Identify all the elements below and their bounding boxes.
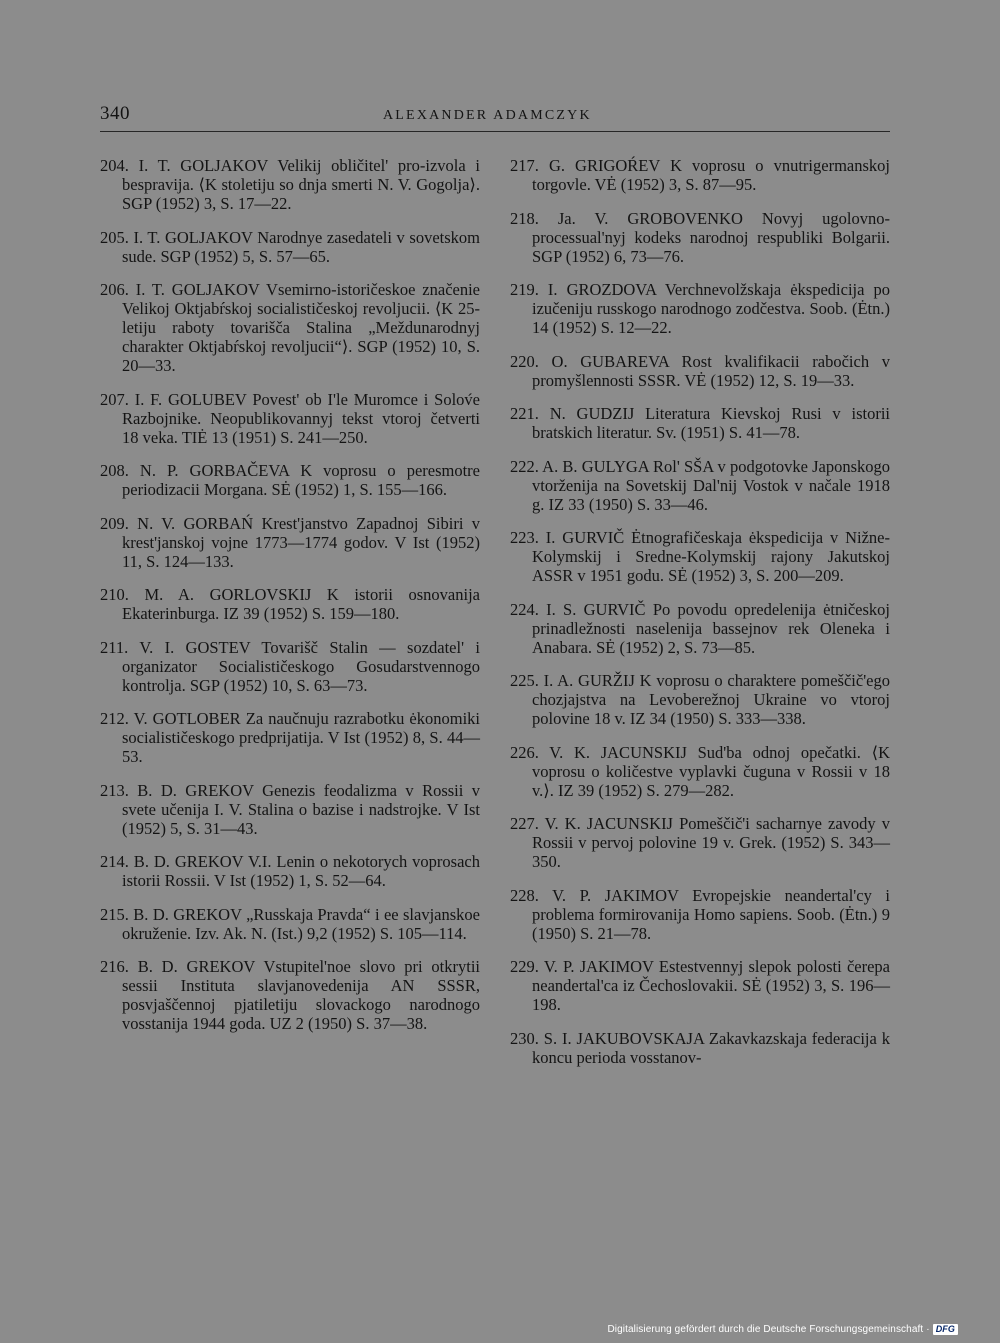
bibliography-entry: 214. B. D. GREKOV V.I. Lenin o nekotorych voprosach istorii Rossii. V Ist (1952) 1, S. 52—64. <box>100 852 480 890</box>
bibliography-entry: 215. B. D. GREKOV „Russkaja Pravda“ i ee slavjanskoe okruženie. Izv. Ak. N. (Ist.) 9,2 (1952) S. 105—114. <box>100 904 480 943</box>
bibliography-entry: 222. A. B. GULYGA Rol' SŠA v podgotovke Japonskogo vtorženija na Sovetskij Dal'nij Vostok v načale 1918 g. IZ 33 (1950) S. 33—46. <box>510 456 890 514</box>
bibliography-entry: 218. Ja. V. GROBOVENKO Novyj ugolovno-processual'nyj kodeks narodnoj respubliki Bolgarii. SGP (1952) 6, 73—76. <box>510 208 890 266</box>
bibliography-entry: 206. I. T. GOLJAKOV Vsemirno-istoričeskoe značenie Velikoj Oktjabŕskoj socialističeskoj revoljucii. ⟨K 25-letiju raboty tovarišča Stalina „Meždunarodnyj charakter Oktjabŕskoj revoljucii“⟩. SGP (1952) 10, S. 20—33. <box>100 280 480 375</box>
bibliography-entry: 225. I. A. GURŽIJ K voprosu o charaktere pomeščič'ego chozjajstva na Levoberežnoj Ukraine vo vtoroj polovine 18 v. IZ 34 (1950) S. 333—338. <box>510 671 890 728</box>
bibliography-entry: 230. S. I. JAKUBOVSKAJA Zakavkazskaja federacija k koncu perioda vosstanov- <box>510 1028 890 1067</box>
bibliography-entry: 221. N. GUDZIJ Literatura Kievskoj Rusi v istorii bratskich literatur. Sv. (1951) S. 41—78. <box>510 404 890 442</box>
dfg-logo-icon: DFG <box>933 1324 958 1335</box>
footer-text: Digitalisierung gefördert durch die Deutsche Forschungsgemeinschaft <box>607 1324 924 1335</box>
bibliography-entry: 223. I. GURVIČ Ėtnografičeskaja ėkspedicija v Nižne-Kolymskij i Sredne-Kolymskij rajony Jakutskoj ASSR v 1951 godu. SĖ (1952) 3, S. 200—209. <box>510 528 890 585</box>
bibliography-entry: 229. V. P. JAKIMOV Estestvennyj slepok polosti čerepa neandertal'ca iz Čechoslovakii. SĖ (1952) 3, S. 196—198. <box>510 957 890 1014</box>
bibliography-entry: 207. I. F. GOLUBEV Povest' ob I'le Muromce i Solov́e Razbojnike. Neopublikovannyj tekst vtoroj četverti 18 veka. TIĖ 13 (1951) S. 241—250. <box>100 389 480 447</box>
bibliography-entry: 220. O. GUBAREVA Rost kvalifikacii rabočich v promyšlennosti SSSR. VĖ (1952) 12, S. 19—33. <box>510 351 890 390</box>
digitization-footer <box>607 1324 958 1335</box>
bibliography-entry: 205. I. T. GOLJAKOV Narodnye zasedateli v sovetskom sude. SGP (1952) 5, S. 57—65. <box>100 227 480 266</box>
page-number: 340 <box>100 103 130 124</box>
bibliography-entry: 224. I. S. GURVIČ Po povodu opredelenija ėtničeskoj prinadležnosti naselenija bassejnov rek Oleneka i Anabara. SĖ (1952) 2, S. 73—85. <box>510 599 890 657</box>
running-head: ALEXANDER ADAMCZYK <box>383 108 592 123</box>
bibliography-entry: 227. V. K. JACUNSKIJ Pomeščič'i sacharnye zavody v Rossii v pervoj polovine 19 v. Grek. (1952) S. 343—350. <box>510 814 890 871</box>
bibliography-entry: 208. N. P. GORBAČEVA K voprosu o peresmotre periodizacii Morgana. SĖ (1952) 1, S. 155—166. <box>100 461 480 499</box>
bibliography-entry: 226. V. K. JACUNSKIJ Sud'ba odnoj opečatki. ⟨K voprosu o količestve vyplavki čuguna v Rossii v 18 v.⟩. IZ 39 (1952) S. 279—282. <box>510 742 890 800</box>
bibliography-entry: 212. V. GOTLOBER Za naučnuju razrabotku ėkonomiki socialističeskogo predprijatija. V Ist (1952) 8, S. 44—53. <box>100 709 480 766</box>
bibliography-entry: 210. M. A. GORLOVSKIJ K istorii osnovanija Ekaterinburga. IZ 39 (1952) S. 159—180. <box>100 585 480 623</box>
header-rule <box>100 131 890 132</box>
right-column <box>510 156 890 1081</box>
bibliography-entry: 211. V. I. GOSTEV Tovarišč Stalin — sozdatel' i organizator Socialističeskogo Gosudarstvennogo kontrolja. SGP (1952) 10, S. 63—73. <box>100 637 480 695</box>
footer-separator: · <box>926 1324 930 1335</box>
bibliography-entry: 216. B. D. GREKOV Vstupitel'noe slovo pri otkrytii sessii Instituta slavjanovedenija AN SSSR, posvjaščennoj pjatiletiju slovackogo narodnogo vosstanija 1944 goda. UZ 2 (1950) S. 37—38. <box>100 957 480 1033</box>
bibliography-entry: 228. V. P. JAKIMOV Evropejskie neandertal'cy i problema formirovanija Homo sapiens. Soob. (Ėtn.) 9 (1950) S. 21—78. <box>510 885 890 943</box>
left-column <box>100 156 480 1048</box>
bibliography-entry: 204. I. T. GOLJAKOV Velikij obličitel' pro-izvola i bespravija. ⟨K stoletiju so dnja smerti N. V. Gogolja⟩. SGP (1952) 3, S. 17—22. <box>100 156 480 213</box>
bibliography-entry: 219. I. GROZDOVA Verchnevolžskaja ėkspedicija po izučeniju russkogo narodnogo zodčestva. Soob. (Ėtn.) 14 (1952) S. 12—22. <box>510 280 890 337</box>
bibliography-entry: 213. B. D. GREKOV Genezis feodalizma v Rossii v svete učenija I. V. Stalina o bazise i nadstrojke. V Ist (1952) 5, S. 31—43. <box>100 780 480 838</box>
bibliography-entry: 209. N. V. GORBAŃ Krest'janstvo Zapadnoj Sibiri v krest'janskoj vojne 1773—1774 godov. V Ist (1952) 11, S. 124—133. <box>100 513 480 571</box>
bibliography-entry: 217. G. GRIGOŔEV K voprosu o vnutrigermanskoj torgovle. VĖ (1952) 3, S. 87—95. <box>510 156 890 194</box>
